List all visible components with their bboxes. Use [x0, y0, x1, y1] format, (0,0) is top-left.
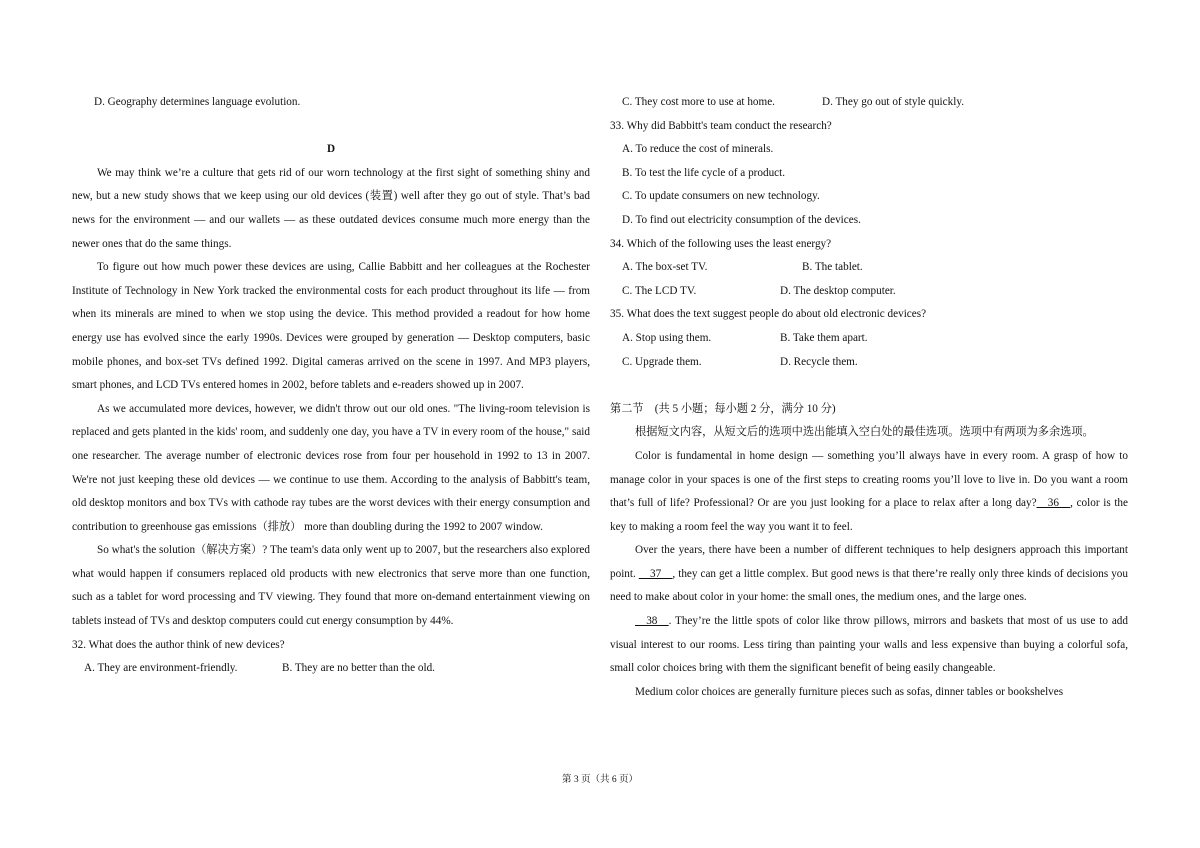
cloze-paragraph-1-end: , color is the key to making a room feel the way you want it to feel. — [610, 497, 1128, 533]
option-31-d: D. Geography determines language evolution. — [94, 96, 301, 108]
cloze-paragraph-2-start: Over the years, there have been a number of different techniques to help designers approach this important point. — [610, 544, 1128, 580]
option-34-d: D. The desktop computer. — [780, 284, 896, 297]
cloze-paragraph-4: Medium color choices are generally furniture pieces such as sofas, dinner tables or bookshelves — [635, 685, 1064, 698]
cloze-paragraph-1-text: Color is fundamental in home design — something you’ll always have in every room. A grasp of how to manage color in your spaces is one of the first steps to creating rooms you’ll love to live in. Do you want a room that’s full of life? Professional? Or are you just looking for a place to relax after a long day? — [610, 449, 1128, 510]
option-34-a: A. The box-set TV. — [622, 261, 708, 274]
passage-d-paragraph-3: As we accumulated more devices, however, we didn't throw out our old ones. "The living-room television is replaced and gets planted in the kids' room, and suddenly one day, you have a TV in every room of the house," said one researcher. The average number of electronic devices rose from four per household in 1992 to 13 in 2007. We're not just keeping these old devices — we continue to use them. According to the analysis of Babbitt's team, old desktop monitors and box TVs with cathode ray tubes are the worst devices with their energy consumption and contribution to greenhouse gas emissions（排放） more than doubling during the 1992 to 2007 window. — [72, 402, 590, 533]
cloze-paragraph-2-end: , they can get a little complex. But good news is that there’re really only three kinds of decisions you need to make about color in your home: the small ones, the medium ones, and the large ones. — [610, 567, 1128, 604]
passage-d-heading: D — [326, 143, 336, 156]
option-32-c: C. They cost more to use at home. — [622, 96, 775, 108]
cloze-paragraph-2 — [610, 539, 1128, 610]
cloze-paragraph-1 — [610, 445, 1128, 539]
option-33-c: C. To update consumers on new technology. — [622, 190, 820, 203]
option-33-b: B. To test the life cycle of a product. — [622, 166, 786, 179]
option-33-a: A. To reduce the cost of minerals. — [622, 143, 774, 156]
question-32-options-ab — [72, 657, 590, 681]
question-32: 32. What does the author think of new devices? — [72, 638, 285, 651]
question-35-options-cd — [610, 351, 1128, 375]
option-35-a: A. Stop using them. — [622, 331, 712, 344]
question-34: 34. Which of the following uses the least energy? — [610, 237, 832, 250]
option-35-b: B. Take them apart. — [780, 331, 868, 344]
spacer — [72, 115, 590, 139]
option-32-d: D. They go out of style quickly. — [822, 96, 965, 108]
cloze-paragraph-3 — [610, 610, 1128, 681]
question-34-options-cd — [610, 280, 1128, 304]
blank-37: __37__ — [638, 567, 673, 580]
option-33-d: D. To find out electricity consumption of the devices. — [622, 213, 861, 226]
passage-d-paragraph-2: To figure out how much power these devices are using, Callie Babbitt and her colleagues at the Rochester Institute of Technology in New York tracked the environmental costs for each product throughout its life — from when its minerals are mined to when we stop using the device. This method provided a readout for how home energy use has evolved since the early 1990s. Devices were grouped by generation — Desktop computers, basic mobile phones, and box-set TVs defined 1992. Digital cameras arrived on the scene in 1997. And MP3 players, smart phones, and LCD TVs entered homes in 2002, before tablets and e-readers showed up in 2007. — [72, 261, 590, 392]
section-2-title: 第二节 (共 5 小题；每小题 2 分，满分 10 分) — [610, 402, 836, 415]
question-35: 35. What does the text suggest people do about old electronic devices? — [610, 308, 927, 321]
right-column — [610, 91, 1128, 704]
option-34-c: C. The LCD TV. — [622, 284, 697, 297]
blank-36: __36__ — [1036, 497, 1071, 510]
page-footer: 第 3 页（共 6 页） — [561, 775, 638, 785]
question-32-options-cd — [610, 91, 1128, 115]
option-32-b: B. They are no better than the old. — [282, 662, 435, 675]
option-34-b: B. The tablet. — [802, 261, 863, 274]
question-34-options-ab — [610, 256, 1128, 280]
option-35-c: C. Upgrade them. — [622, 355, 702, 368]
blank-38: __38__ — [635, 615, 669, 628]
question-35-options-ab — [610, 327, 1128, 351]
left-column — [72, 91, 590, 681]
cloze-paragraph-3-end: . They’re the little spots of color like throw pillows, mirrors and baskets that most of us use to add visual interest to our rooms. Less tiring than painting your walls and less expensive than buying a colorful sofa, small color choices bring with them the significant benefit of being easily changeable. — [610, 615, 1128, 675]
question-33: 33. Why did Babbitt's team conduct the research? — [610, 119, 832, 132]
passage-d-paragraph-1: We may think we’re a culture that gets rid of our worn technology at the first sight of something shiny and new, but a new study shows that we keep using our old devices (装置) well after they go out of style. That’s bad news for the environment — and our wallets — as these outdated devices consume much more energy than the newer ones that do the same things. — [72, 166, 590, 250]
passage-d-paragraph-4: So what's the solution（解决方案）? The team's data only went up to 2007, but the researchers also explored what would happen if consumers replaced old products with new electronics that serve more than one function, such as a tablet for word processing and TV viewing. They found that more on-demand entertainment viewing on tablets instead of TVs and desktop computers could cut energy consumption by 44%. — [72, 544, 590, 628]
section-2-instructions: 根据短文内容，从短文后的选项中选出能填入空白处的最佳选项。选项中有两项为多余选项。 — [635, 426, 1094, 439]
option-35-d: D. Recycle them. — [780, 355, 858, 368]
spacer — [610, 374, 1128, 398]
option-32-a: A. They are environment-friendly. — [84, 662, 238, 675]
